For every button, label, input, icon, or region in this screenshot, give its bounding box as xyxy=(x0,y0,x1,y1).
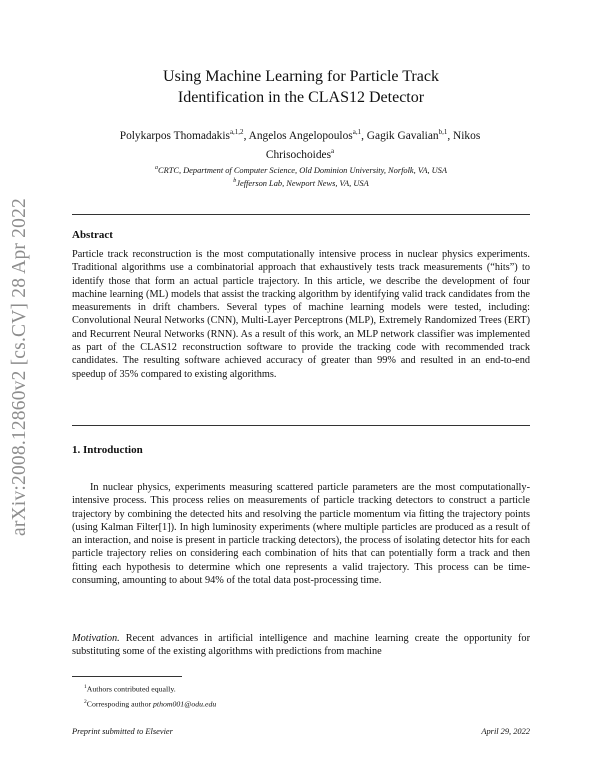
author-affil-mark: a xyxy=(331,146,335,155)
footnote: $^2$Correspoding author pthom001@odu.edu xyxy=(84,698,217,709)
affiliation: $^a$CRTC, Department of Computer Science, Old Dominion University, Norfolk, VA, USA xyxy=(155,165,447,175)
introduction-paragraph: In nuclear physics, experiments measuring scattered particle parameters are the most computationally-intensive process. This process relies on measurements of particle tracking detectors to construct a particle trajectory by combining the detected hits and resolving the particle momentum via fitting the trajectory points (using Kalman Filter[1]). In high luminosity experiments (where multiple particles are produced as a result of an interaction, and noise is present in particle tracking detectors), the process of isolating detector hits for each particle trajectory relies on considering each combination of hits that can potentially form a track and then fitting each hypothesis to determine which one represents a valid trajectory. This process can be time-consuming, amounting to about 94% of the total data post-processing time. xyxy=(72,482,530,587)
affiliation: $^b$Jefferson Lab, Newport News, VA, USA xyxy=(233,177,369,188)
author-name: Chrisochoides xyxy=(265,148,332,161)
author-list xyxy=(80,125,520,163)
affiliations xyxy=(72,163,530,189)
paragraph-label: Motivation. xyxy=(72,633,120,644)
author-email-link[interactable]: pthom001@odu.edu xyxy=(153,699,217,709)
arxiv-side-label: arXiv:2008.12860v2 [cs.CV] 28 Apr 2022 xyxy=(9,198,30,536)
title-line-1: Using Machine Learning for Particle Track xyxy=(163,68,439,85)
author-line-2 xyxy=(80,144,520,163)
author-affil-mark: a,1 xyxy=(352,128,362,136)
author-name: , Gagik Gavalian xyxy=(361,129,439,142)
section-heading-introduction: 1. Introduction xyxy=(72,444,143,456)
author-affil-mark: b,1 xyxy=(438,128,448,136)
footnote: $^1$Authors contributed equally. xyxy=(84,684,176,694)
author-name: , Nikos xyxy=(447,129,481,142)
author-name: Polykarpos Thomadakis xyxy=(119,129,230,142)
footer-preprint-note: Preprint submitted to Elsevier xyxy=(72,727,173,736)
author-name: , Angelos Angelopoulos xyxy=(243,129,353,142)
abstract-heading: Abstract xyxy=(72,229,113,241)
footnote-rule xyxy=(72,676,182,677)
motivation-paragraph: Motivation. Recent advances in artificial intelligence and machine learning create the opportunity for substituting some of the existing algorithms with predictions from machine xyxy=(72,633,530,658)
paper-title xyxy=(72,66,530,108)
abstract-text: Particle track reconstruction is the most computationally intensive process in nuclear physics experiments. Traditional algorithms use a combinatorial approach that exhaustively tests track measurements (“hits”) to identify those that form an actual particle trajectory. In this article, we describe the development of four machine learning (ML) models that assist the tracking algorithm by identifying valid track candidates from the measurements in drift chambers. Several types of machine learning models were tested, including: Convolutional Neural Networks (CNN), Multi-Layer Perceptrons (MLP), Extremely Randomized Trees (ERT) and Recurrent Neural Networks (RNN). As a result of this work, an MLP network classifier was implemented as part of the CLAS12 reconstruction software to provide the tracking code with recommended track candidates. The resulting software achieved accuracy of greater than 99% and resulted in an end-to-end speedup of 35% compared to existing algorithms. xyxy=(72,249,530,380)
title-line-2: Identification in the CLAS12 Detector xyxy=(177,89,425,106)
author-affil-mark: a,1,2 xyxy=(229,128,244,136)
footer-date: April 29, 2022 xyxy=(481,727,530,736)
abstract-bottom-rule xyxy=(72,425,530,426)
abstract-top-rule xyxy=(72,214,530,215)
author-line-1 xyxy=(80,125,520,144)
footnotes xyxy=(84,681,216,710)
